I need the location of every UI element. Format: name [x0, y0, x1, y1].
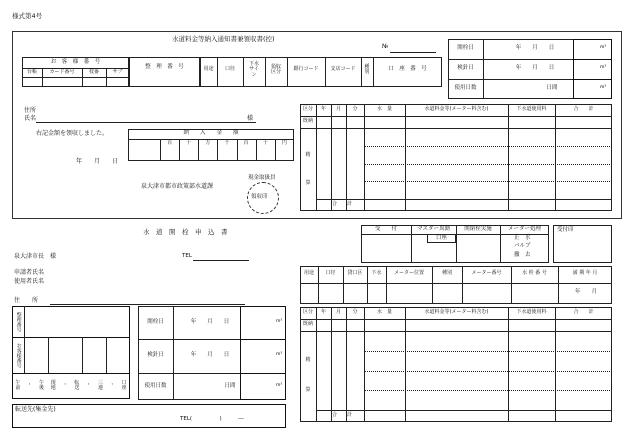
- billing-header-0: 区分: [302, 309, 313, 316]
- lower-unit-2: m³: [276, 352, 283, 357]
- billing-header-5: 水道料金等(メーター料含む): [424, 106, 489, 113]
- billing-col-line: [346, 307, 347, 422]
- billing-inner-line: [364, 164, 612, 165]
- account-col-sub: サブ: [112, 69, 123, 76]
- time-option-9: [118, 377, 130, 395]
- time-option-text: 三連: [97, 379, 103, 391]
- billing-inner-line: [364, 146, 612, 147]
- time-option-text: ・: [62, 382, 68, 389]
- office-col-meter: メーター処理: [507, 226, 541, 233]
- billing-row-settle-1: 精: [305, 151, 311, 158]
- detail-header-7: 水 栓 番 号: [522, 270, 547, 277]
- address-label: 住所: [24, 107, 37, 114]
- forward-tel: TEL( ) ―: [180, 416, 244, 422]
- office-col-open: 開閉栓実施: [464, 226, 492, 233]
- v: [82, 337, 83, 374]
- time-option-text: ・: [27, 382, 33, 389]
- billing-col-line: [508, 307, 509, 422]
- branch-code-label: 支店コード: [330, 66, 356, 73]
- v: [24, 306, 25, 338]
- time-option-text: ・: [109, 382, 115, 389]
- account-col-branch: 枝番: [88, 69, 99, 76]
- detail-header-5: 種別: [441, 270, 452, 277]
- usage-label: 用途: [203, 66, 214, 73]
- time-option-4: [59, 377, 71, 395]
- billing-header-1: 年: [320, 106, 326, 113]
- billing-header-5: 水道料金等(メーター料含む): [424, 309, 489, 316]
- lower-read-date-value: 年 月 日: [190, 352, 230, 359]
- billing-inner-line: [364, 181, 612, 182]
- honorific: 様: [247, 115, 254, 122]
- digit-label: 十: [186, 139, 192, 146]
- lower-unit-3: m³: [276, 383, 283, 388]
- receipt-no-label: №: [382, 43, 389, 50]
- billing-row-settle-1: 精: [305, 356, 311, 363]
- ref-number-lower-label: 整理番号: [15, 312, 22, 332]
- account-col-card: カード番号: [49, 69, 75, 76]
- time-option-text: 午前: [15, 379, 21, 391]
- billing-inner-line: [364, 390, 612, 391]
- time-option-text: 口座: [121, 379, 127, 391]
- time-option-6: [83, 377, 95, 395]
- receipt-no-line: [390, 52, 436, 53]
- billing-col-line: [555, 104, 556, 211]
- billing-header-6: 下水道使用料: [516, 309, 547, 316]
- billing-col-line: [316, 307, 317, 422]
- time-option-3: [47, 377, 59, 395]
- account-row-line: [22, 77, 129, 78]
- tel-line: [193, 260, 249, 261]
- ref-number-label: 整 理 番 号: [145, 64, 184, 71]
- user-label: 使用者氏名: [14, 278, 45, 285]
- billing-row-paid: 既納: [302, 321, 313, 328]
- sewer-sign-label: [243, 60, 265, 80]
- address-line: [50, 304, 245, 305]
- customer-number-box-lower: [12, 337, 130, 374]
- type-label: [361, 60, 373, 80]
- detail-header-2: 貸口区: [347, 270, 363, 277]
- sewer-sign-text: 下水サイン: [248, 61, 259, 78]
- billing-header-2: 月: [335, 309, 341, 316]
- billing-header-4: 水 量: [376, 106, 392, 113]
- billing-col-line: [346, 104, 347, 211]
- account-col-ledger: 台帳: [26, 69, 37, 76]
- billing-header-7: 合 計: [573, 106, 594, 113]
- type-text: 種別: [364, 63, 370, 75]
- digit-label: 円: [281, 139, 287, 146]
- caliber-label: 口径: [224, 66, 235, 73]
- days-used-value: 日間: [546, 85, 558, 92]
- open-date-label: 開栓日: [457, 45, 474, 52]
- lower-days-value: 日間: [224, 383, 236, 390]
- bank-code-label: 銀行コード: [293, 66, 319, 73]
- unit-3: m³: [600, 85, 607, 90]
- billing-total-line: [316, 410, 612, 411]
- unit-2: m³: [600, 65, 607, 70]
- detail-header-1: 口径: [325, 270, 336, 277]
- cashier-label: 現金取扱員: [248, 175, 276, 181]
- billing-col-line: [364, 104, 365, 211]
- lower-open-date-value: 年 月 日: [190, 319, 230, 326]
- time-option-0: [12, 377, 24, 395]
- receipt-date: 年 月 日: [76, 158, 119, 165]
- mayor-label: 泉大津市長 様: [14, 253, 57, 260]
- billing-header-3: 分: [352, 106, 358, 113]
- billing-col-line: [405, 307, 406, 422]
- v: [24, 337, 25, 374]
- billing-col-line: [364, 307, 365, 422]
- billing-header-3: 分: [352, 309, 358, 316]
- digit-label: 千: [224, 139, 230, 146]
- billing-header-0: 区分: [302, 106, 313, 113]
- time-option-2: [36, 377, 48, 395]
- meter-opt-stop: 止 水: [514, 235, 531, 241]
- read-date-value: 年 月 日: [515, 65, 555, 72]
- lower-unit-1: m³: [276, 319, 283, 324]
- time-option-5: [71, 377, 83, 395]
- billing-row-line: [300, 128, 612, 129]
- time-option-1: [24, 377, 36, 395]
- account-no-label: 口 座 番 号: [388, 66, 427, 73]
- billing-header-1: 年: [320, 309, 326, 316]
- name-line: [36, 122, 256, 123]
- digit-label: 万: [205, 139, 211, 146]
- ref-number-box-lower: [12, 306, 130, 338]
- billing-inner-line: [364, 371, 612, 372]
- account-header: お 客 様 番 号: [50, 59, 101, 66]
- lower-read-date-label: 検針日: [147, 352, 164, 359]
- detail-header-0: 用途: [303, 270, 314, 277]
- time-option-text: 現地: [50, 379, 56, 391]
- office-sub-label: 口座: [435, 235, 447, 242]
- time-option-8: [106, 377, 118, 395]
- billing-total-line: [316, 199, 612, 200]
- lower-open-date-label: 開栓日: [147, 319, 164, 326]
- detail-header-4: メーター位置: [393, 270, 424, 277]
- office-col-received: 受 付: [374, 226, 397, 233]
- v: [483, 39, 484, 99]
- time-option-7: [95, 377, 107, 395]
- billing-header-6: 下水道使用料: [516, 106, 547, 113]
- v: [106, 337, 107, 374]
- time-option-text: ・: [86, 382, 92, 389]
- lower-days-label: 使用日数: [144, 383, 167, 390]
- billing-row-settle-2: 算: [305, 179, 311, 186]
- detail-header-6: メーター番号: [471, 270, 502, 277]
- received-text: 右記金額を領収しました。: [36, 130, 109, 137]
- tel-label: TEL: [182, 253, 192, 259]
- app-address-label: 住 所: [14, 297, 39, 304]
- customer-number-lower-label: お客様番号: [15, 343, 22, 368]
- received-stamp-label: 受付印: [557, 227, 574, 233]
- v: [48, 337, 49, 374]
- issuer: 泉大津市都市政策部水道課: [141, 183, 214, 190]
- forward-label: 転送先(集金先): [15, 406, 56, 413]
- open-date-value: 年 月 日: [515, 45, 555, 52]
- receipt-title: 水道料金等納入通知書兼領収書(控): [172, 35, 275, 43]
- collect-type-text: 領収区分: [270, 63, 281, 75]
- unit-1: m³: [600, 45, 607, 50]
- billing-row-paid: 既納: [302, 118, 313, 125]
- office-col-master: マスター異動: [416, 226, 450, 233]
- billing-col-line: [316, 104, 317, 211]
- billing-col-line: [331, 104, 332, 211]
- digit-label: 百: [167, 139, 173, 146]
- billing-header-2: 月: [335, 106, 341, 113]
- billing-total-label: 合 計: [331, 412, 352, 419]
- time-option-text: 転送: [74, 379, 80, 391]
- h: [300, 283, 612, 284]
- v: [173, 306, 174, 400]
- billing-total-label: 合 計: [331, 201, 352, 208]
- digit-label: 十: [262, 139, 268, 146]
- billing-row-line: [300, 331, 612, 332]
- stamp-label: 領収印: [251, 194, 268, 200]
- billing-inner-line: [364, 351, 612, 352]
- meter-opt-valve: バルブ: [514, 243, 531, 249]
- detail-ym: 年 月: [574, 289, 597, 296]
- application-title: 水 道 開 栓 申 込 書: [143, 228, 228, 236]
- read-date-label: 検針日: [457, 65, 474, 72]
- billing-row-settle-2: 算: [305, 386, 311, 393]
- billing-col-line: [331, 307, 332, 422]
- billing-header-4: 水 量: [376, 309, 392, 316]
- billing-col-line: [405, 104, 406, 211]
- digit-label: 百: [243, 139, 249, 146]
- amount-header: 納 入 金 額: [183, 130, 239, 137]
- billing-col-line: [555, 307, 556, 422]
- name-label: 氏名: [24, 115, 37, 122]
- meter-opt-remove: 撤 去: [514, 252, 531, 258]
- days-used-label: 使用日数: [454, 85, 477, 92]
- detail-header-3: 下水: [371, 270, 382, 277]
- time-option-text: 午後: [38, 379, 44, 391]
- applicant-label: 申請者氏名: [14, 269, 45, 276]
- billing-header-7: 合 計: [573, 309, 594, 316]
- billing-col-line: [508, 104, 509, 211]
- form-number: 様式第4号: [12, 12, 43, 20]
- collect-type-label: [265, 60, 287, 80]
- detail-header-8: 満 期 年 月: [572, 270, 598, 277]
